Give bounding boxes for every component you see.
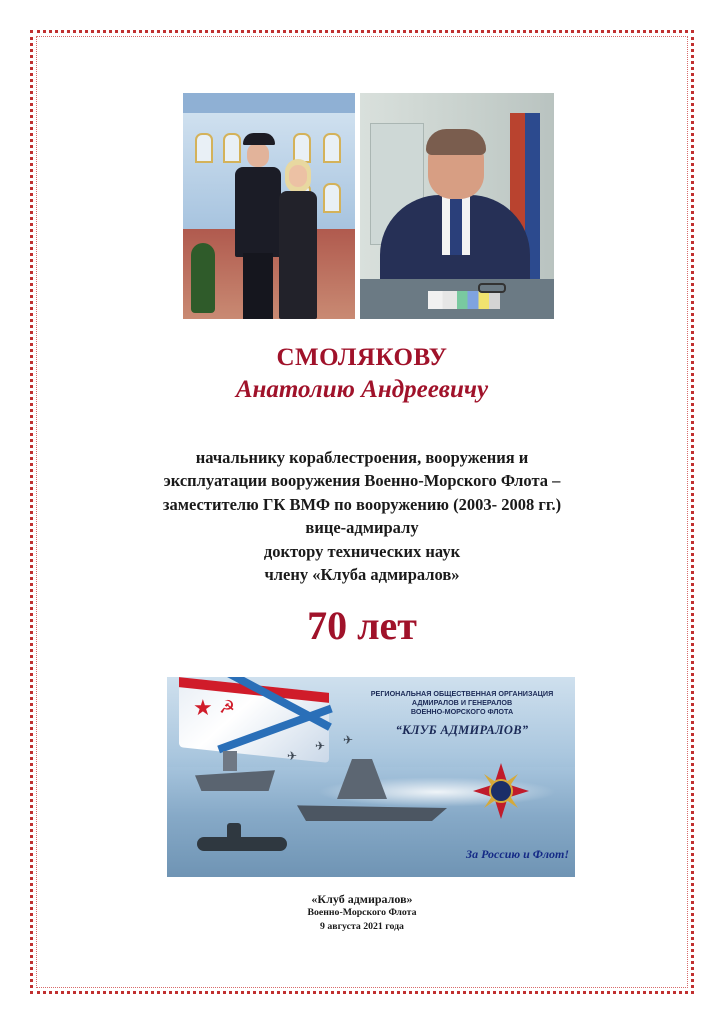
honoree-titles: [0, 446, 724, 586]
honoree-surname: СМОЛЯКОВУ: [276, 344, 448, 371]
banner-motto: За Россию и Флот!: [466, 847, 569, 861]
photo-palace-couple: [183, 93, 355, 319]
anniversary-heading: 70 лет: [307, 603, 417, 648]
honoree-name: Анатолию Андреевичу: [235, 376, 489, 403]
hammer-sickle-icon: ☭: [219, 697, 236, 717]
footer-date: 9 августа 2021 года: [320, 920, 404, 932]
jet-icon: ✈: [315, 739, 326, 753]
banner-club-name: “КЛУБ АДМИРАЛОВ”: [395, 723, 529, 737]
jet-icon: ✈: [343, 733, 354, 747]
title-line: члену «Клуба адмиралов»: [264, 565, 460, 585]
submarine-graphic: [197, 837, 287, 851]
red-star-icon: ★: [193, 695, 213, 720]
club-banner: [167, 677, 575, 877]
photo-man-at-desk: [360, 93, 554, 319]
club-emblem-icon: [473, 763, 529, 819]
footer-club: «Клуб адмиралов»: [311, 892, 413, 906]
title-line: вице-адмиралу: [305, 518, 419, 538]
title-line: эксплуатации вооружения Военно-Морского Флота –: [163, 471, 561, 491]
title-line: заместителю ГК ВМФ по вооружению (2003- 2008 гг.): [162, 494, 562, 514]
title-line: доктору технических наук: [263, 541, 461, 561]
footer-signature: [0, 893, 724, 933]
footer-navy: Военно-Морского Флота: [307, 907, 417, 919]
banner-organization: РЕГИОНАЛЬНАЯ ОБЩЕСТВЕННАЯ ОРГАНИЗАЦИЯ АДМИРАЛОВ И ГЕНЕРАЛОВ ВОЕННО-МОРСКОГО ФЛОТА: [370, 689, 554, 716]
jet-icon: ✈: [287, 749, 298, 763]
title-line: начальнику кораблестроения, вооружения и: [195, 448, 529, 467]
